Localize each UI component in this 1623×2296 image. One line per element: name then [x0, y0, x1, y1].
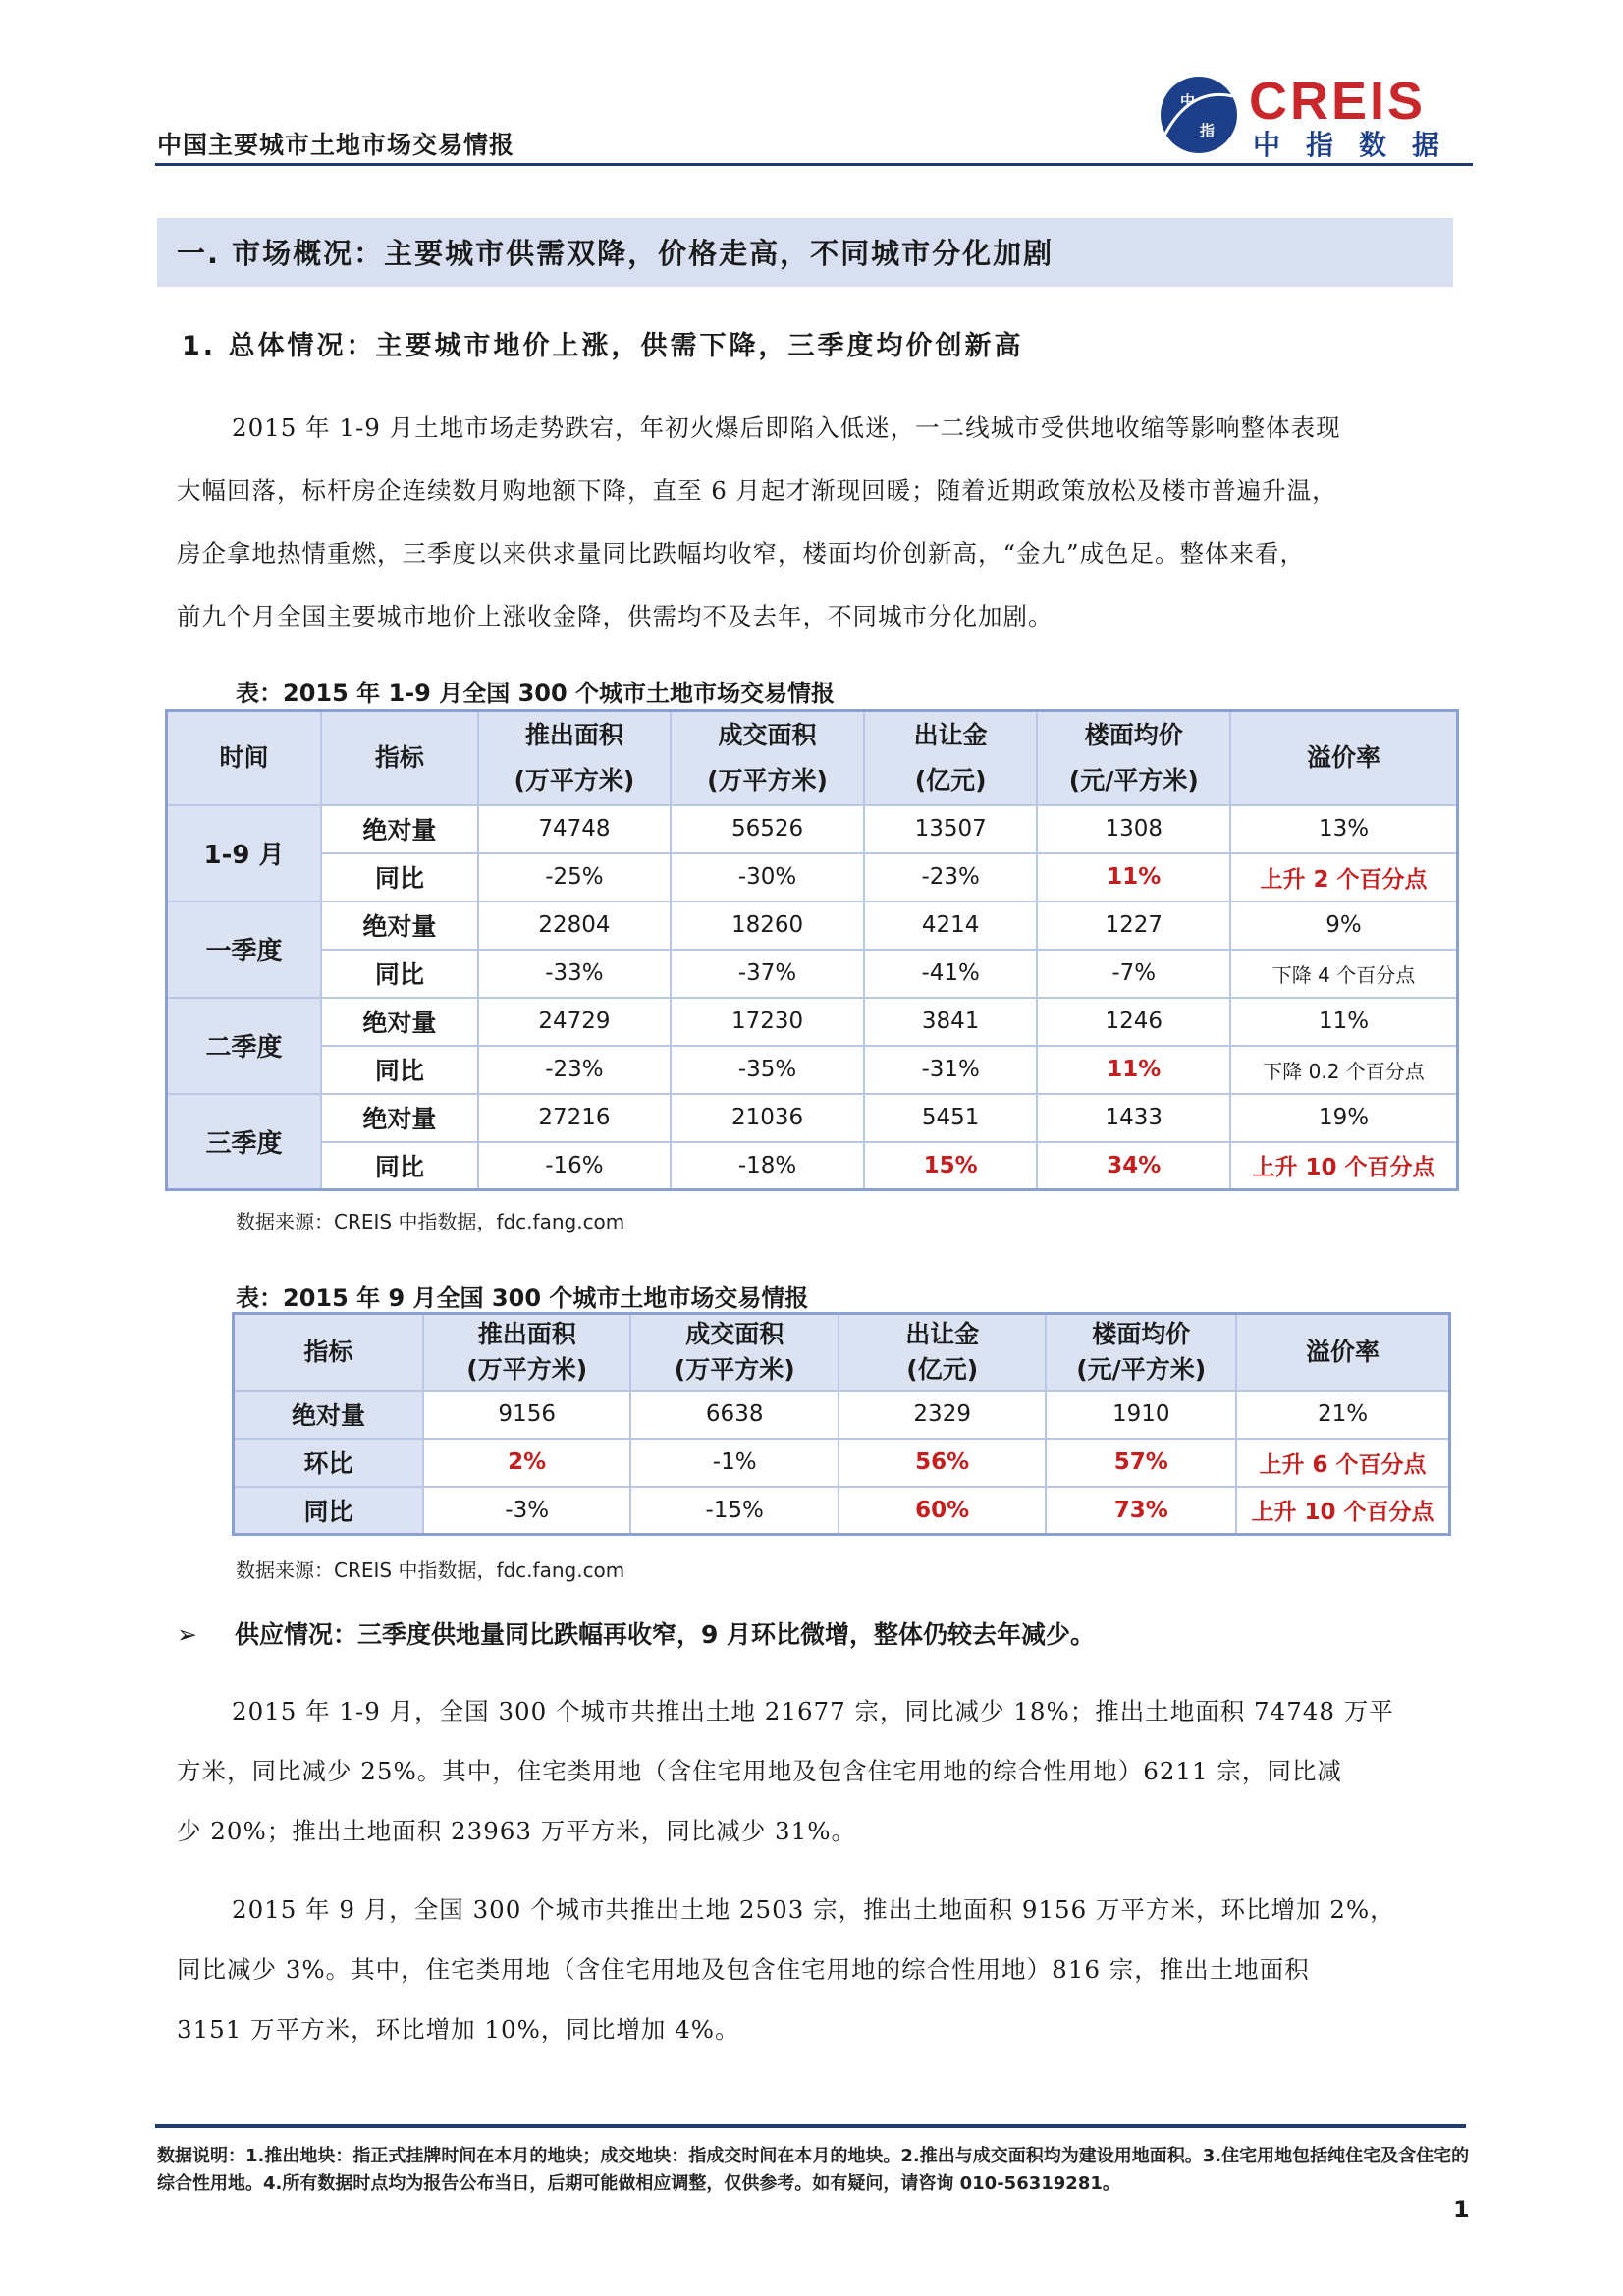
table1-value-cell: 19% [1230, 1094, 1457, 1142]
metric-label-cell: 绝对量 [321, 1094, 478, 1142]
table1-value-cell: 3841 [864, 998, 1038, 1046]
logo-subtext: 中指数据 [1253, 129, 1466, 161]
table1-header-cell: 时间 [167, 711, 322, 805]
table1-value-cell: 27216 [478, 1094, 672, 1142]
table1-value-cell: -18% [671, 1142, 864, 1190]
metric-label-cell: 同比 [321, 950, 478, 998]
period-cell: 一季度 [167, 902, 322, 998]
page-number: 1 [1453, 2196, 1470, 2223]
report-title: 中国主要城市土地市场交易情报 [157, 131, 515, 159]
table2-row [234, 1487, 1450, 1535]
table1-value-cell: -33% [478, 950, 672, 998]
table2-value-cell: -15% [630, 1487, 839, 1535]
header-divider [155, 163, 1473, 166]
logo-mark-icon: 中 指 [1161, 77, 1237, 153]
arrow-bullet-icon: ➢ [177, 1620, 197, 1649]
table1-value-cell: 17230 [671, 998, 864, 1046]
table2-header-cell: 成交面积 (万平方米) [630, 1314, 839, 1391]
metric-label-cell: 绝对量 [321, 902, 478, 950]
metric-label-cell: 同比 [234, 1487, 423, 1535]
period-cell: 三季度 [167, 1094, 322, 1190]
table1-value-cell: -30% [671, 853, 864, 902]
table2-value-cell: 2% [423, 1439, 631, 1487]
table1-header-cell: 楼面均价 (元/平方米) [1037, 711, 1230, 805]
table2-value-cell: 1910 [1046, 1391, 1236, 1439]
period-cell: 二季度 [167, 998, 322, 1094]
table1-value-cell: 34% [1037, 1142, 1230, 1190]
logo-wordmark: CREIS [1249, 72, 1427, 131]
table1-value-cell: 下降 0.2 个百分点 [1230, 1046, 1457, 1094]
table1-caption: 表：2015 年 1-9 月全国 300 个城市土地市场交易情报 [236, 680, 836, 707]
table2-row [234, 1391, 1450, 1439]
table2-value-cell: -3% [423, 1487, 631, 1535]
table1-value-cell: 9% [1230, 902, 1457, 950]
table2-header-row [234, 1314, 1450, 1391]
table2-header-cell: 指标 [234, 1314, 423, 1391]
table1-value-cell: 13% [1230, 805, 1457, 853]
table1-value-cell: 22804 [478, 902, 672, 950]
period-cell: 1-9 月 [167, 805, 322, 902]
table2-value-cell: 6638 [630, 1391, 839, 1439]
table1-row [167, 1094, 1458, 1142]
table1-value-cell: 5451 [864, 1094, 1038, 1142]
footer-divider [155, 2124, 1466, 2128]
supply-paragraph-1: 2015 年 1-9 月，全国 300 个城市共推出土地 21677 宗，同比减少 18%；推出土地面积 74748 万平 方米，同比减少 25%。其中，住宅类用地（含住宅用地及包含住宅用地的综合性用地）6211 宗，同比减 少 20%；推出土地面积 23963 万平方米，同比减少 31%。 [177, 1697, 1394, 1845]
table1-row [167, 950, 1458, 998]
table2-row [234, 1439, 1450, 1487]
table2-value-cell: 73% [1046, 1487, 1236, 1535]
table1-value-cell: 1227 [1037, 902, 1230, 950]
table1-value-cell: 下降 4 个百分点 [1230, 950, 1457, 998]
table2-value-cell: 21% [1236, 1391, 1449, 1439]
table2-header-cell: 出让金 (亿元) [839, 1314, 1047, 1391]
table2-value-cell: 上升 6 个百分点 [1236, 1439, 1449, 1487]
table1-value-cell: 24729 [478, 998, 672, 1046]
table2-header-cell: 楼面均价 (元/平方米) [1046, 1314, 1236, 1391]
table1-value-cell: 11% [1037, 1046, 1230, 1094]
metric-label-cell: 绝对量 [321, 998, 478, 1046]
table2-source: 数据来源：CREIS 中指数据，fdc.fang.com [236, 1558, 625, 1582]
table1-header-cell: 溢价率 [1230, 711, 1457, 805]
table1-value-cell: 21036 [671, 1094, 864, 1142]
table1-value-cell: 1246 [1037, 998, 1230, 1046]
table2-value-cell: 60% [839, 1487, 1047, 1535]
table1-value-cell: 4214 [864, 902, 1038, 950]
supply-bullet [177, 1615, 1095, 1651]
creis-logo [1159, 71, 1473, 159]
table1-row [167, 998, 1458, 1046]
metric-label-cell: 同比 [321, 1142, 478, 1190]
table1-row [167, 1142, 1458, 1190]
table1-value-cell: 11% [1230, 998, 1457, 1046]
table2-value-cell: 56% [839, 1439, 1047, 1487]
footer-data-note: 数据说明：1.推出地块：指正式挂牌时间在本月的地块；成交地块：指成交时间在本月的地块。2.推出与成交面积均为建设用地面积。3.住宅用地包括纯住宅及含住宅的综合性用地。4.所有数据时点均为报告公布当日，后期可能做相应调整，仅供参考。如有疑问，请咨询 010-56319281。 [157, 2146, 1470, 2194]
metric-label-cell: 绝对量 [321, 805, 478, 853]
table1-header-cell: 出让金 (亿元) [864, 711, 1038, 805]
metric-label-cell: 同比 [321, 853, 478, 902]
table1-row [167, 853, 1458, 902]
table1-value-cell: -31% [864, 1046, 1038, 1094]
metric-label-cell: 同比 [321, 1046, 478, 1094]
subsection-heading: 1. 总体情况：主要城市地价上涨，供需下降，三季度均价创新高 [182, 331, 1024, 361]
table1-value-cell: 11% [1037, 853, 1230, 902]
table1-header-cell: 成交面积 (万平方米) [671, 711, 864, 805]
metric-label-cell: 环比 [234, 1439, 423, 1487]
table2-value-cell: 2329 [839, 1391, 1047, 1439]
table2-header-cell: 溢价率 [1236, 1314, 1449, 1391]
supply-bullet-text: 供应情况：三季度供地量同比跌幅再收窄，9 月环比微增，整体仍较去年减少。 [234, 1620, 1096, 1649]
table1-value-cell: -23% [864, 853, 1038, 902]
table1-value-cell: -37% [671, 950, 864, 998]
table2-value-cell: 上升 10 个百分点 [1236, 1487, 1449, 1535]
section-heading: 一. 市场概况：主要城市供需双降，价格走高，不同城市分化加剧 [177, 237, 1055, 270]
table1-value-cell: 18260 [671, 902, 864, 950]
table1-value-cell: -41% [864, 950, 1038, 998]
table1-value-cell: -7% [1037, 950, 1230, 998]
table2 [232, 1312, 1451, 1536]
table1 [165, 709, 1459, 1191]
table1-value-cell: 15% [864, 1142, 1038, 1190]
table1-header-cell: 推出面积 (万平方米) [478, 711, 672, 805]
table1-value-cell: -23% [478, 1046, 672, 1094]
metric-label-cell: 绝对量 [234, 1391, 423, 1439]
table1-value-cell: 74748 [478, 805, 672, 853]
table2-caption: 表：2015 年 9 月全国 300 个城市土地市场交易情报 [236, 1285, 809, 1312]
table1-value-cell: -25% [478, 853, 672, 902]
table2-value-cell: 57% [1046, 1439, 1236, 1487]
table1-value-cell: 56526 [671, 805, 864, 853]
table1-row [167, 805, 1458, 853]
table1-value-cell: -16% [478, 1142, 672, 1190]
table1-value-cell: 13507 [864, 805, 1038, 853]
table2-value-cell: 9156 [423, 1391, 631, 1439]
table1-row [167, 902, 1458, 950]
table2-value-cell: -1% [630, 1439, 839, 1487]
table1-row [167, 1046, 1458, 1094]
table1-source: 数据来源：CREIS 中指数据，fdc.fang.com [236, 1210, 625, 1233]
table1-value-cell: -35% [671, 1046, 864, 1094]
table2-header-cell: 推出面积 (万平方米) [423, 1314, 631, 1391]
supply-paragraph-2: 2015 年 9 月，全国 300 个城市共推出土地 2503 宗，推出土地面积 9156 万平方米，环比增加 2%， 同比减少 3%。其中，住宅类用地（含住宅用地及包含住宅用地的综合性用地）816 宗，推出土地面积 3151 万平方米，环比增加 10%，同比增加 4%。 [177, 1895, 1395, 2044]
table1-value-cell: 1433 [1037, 1094, 1230, 1142]
table1-header-cell: 指标 [321, 711, 478, 805]
table1-value-cell: 上升 2 个百分点 [1230, 853, 1457, 902]
table1-value-cell: 上升 10 个百分点 [1230, 1142, 1457, 1190]
table1-value-cell: 1308 [1037, 805, 1230, 853]
intro-paragraph: 2015 年 1-9 月土地市场走势跌宕，年初火爆后即陷入低迷，一二线城市受供地收缩等影响整体表现 大幅回落，标杆房企连续数月购地额下降，直至 6 月起才渐现回暖；随着近期政策放松及楼市普遍升温， 房企拿地热情重燃，三季度以来供求量同比跌幅均收窄，楼面均价创新高，“金九”成色足。整体来看， 前九个月全国主要城市地价上涨收金降，供需均不及去年，不同城市分化加剧。 [177, 413, 1341, 630]
